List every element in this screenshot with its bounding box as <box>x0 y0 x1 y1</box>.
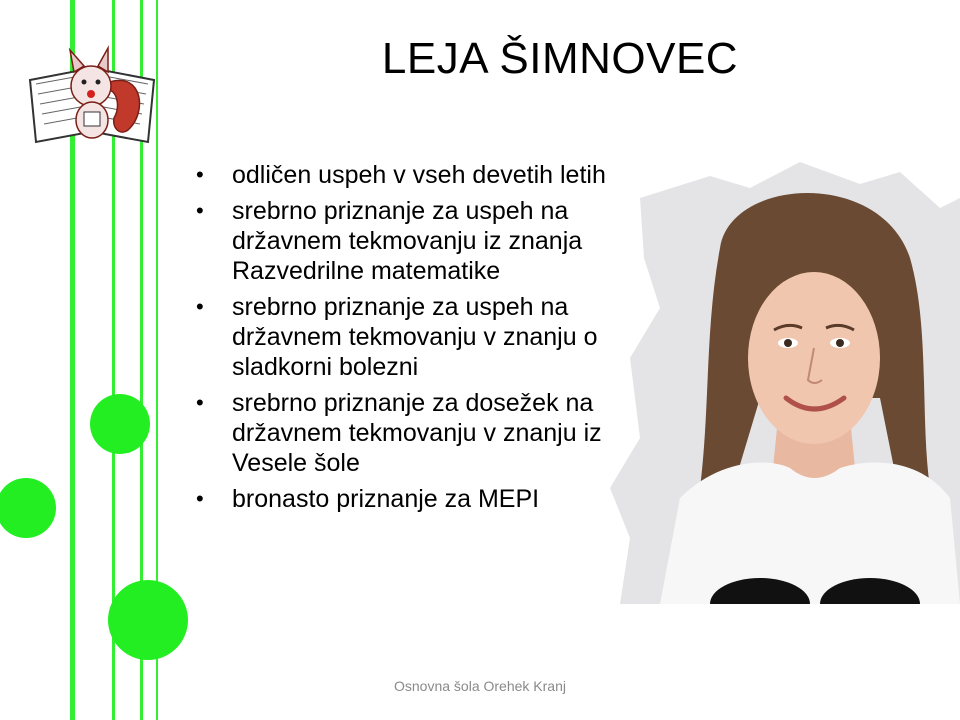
list-item <box>196 160 636 190</box>
slide-title: LEJA ŠIMNOVEC <box>381 34 739 83</box>
list-item <box>196 196 636 286</box>
bullet-icon: • <box>196 390 204 415</box>
list-item <box>196 292 636 382</box>
bullet-icon: • <box>196 162 204 187</box>
bullet-icon: • <box>196 198 204 223</box>
decor-circle-3 <box>108 580 188 660</box>
decor-circle-2 <box>0 478 56 538</box>
list-item-text: srebrno priznanje za dosežek na državnem tekmovanju v znanju iz Vesele šole <box>232 389 602 477</box>
achievement-list <box>196 160 636 520</box>
bullet-icon: • <box>196 486 204 511</box>
list-item-text: srebrno priznanje za uspeh na državnem tekmovanju v znanju o sladkorni bolezni <box>232 293 598 381</box>
list-item <box>196 484 636 514</box>
list-item-text: srebrno priznanje za uspeh na državnem tekmovanju iz znanja Razvedrilne matematike <box>232 197 583 285</box>
squirrel-with-book-logo <box>22 42 162 152</box>
portrait-photo <box>600 158 960 604</box>
decor-circle-1 <box>90 394 150 454</box>
list-item <box>196 388 636 478</box>
bullet-icon: • <box>196 294 204 319</box>
list-item-text: odličen uspeh v vseh devetih letih <box>232 161 606 189</box>
footer-school-name: Osnovna šola Orehek Kranj <box>394 678 566 694</box>
list-item-text: bronasto priznanje za MEPI <box>232 485 540 513</box>
